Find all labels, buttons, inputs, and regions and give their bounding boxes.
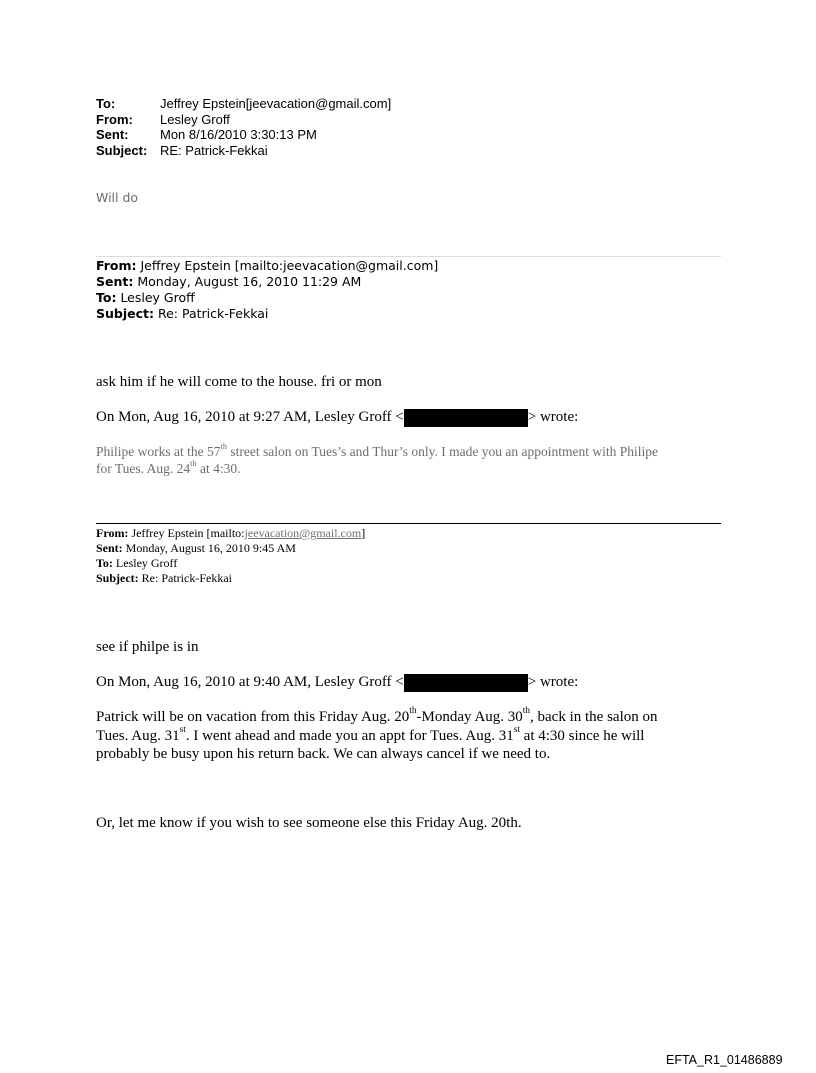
wrote-line (96, 408, 578, 427)
quoted-to-value: Lesley Groff (120, 290, 195, 305)
divider (96, 523, 721, 524)
superscript: th (409, 706, 417, 717)
paragraph-line (96, 745, 658, 764)
wrote-line (96, 673, 578, 692)
divider (96, 256, 721, 257)
quoted-from-row (96, 526, 365, 541)
quoted-from-value: Jeffrey Epstein [mailto:jeevacation@gmail.com] (140, 258, 439, 273)
wrote-prefix: On Mon, Aug 16, 2010 at 9:40 AM, Lesley Groff < (96, 674, 404, 690)
quoted-subject-value: Re: Patrick-Fekkai (141, 571, 232, 585)
sent-label: Sent: (96, 127, 129, 142)
message-text: Or, let me know if you wish to see someone else this Friday Aug. 20th. (96, 815, 522, 831)
wrote-suffix: > wrote: (527, 674, 579, 690)
wrote-prefix: On Mon, Aug 16, 2010 at 9:27 AM, Lesley Groff < (96, 409, 404, 425)
paragraph-line (96, 460, 658, 477)
email-header (96, 96, 391, 158)
text-run: at 4:30. (196, 461, 241, 476)
quoted-sent-label: Sent: (96, 274, 134, 289)
paragraph-line (96, 724, 658, 746)
quoted-sent-row (96, 274, 438, 290)
quoted-from-row (96, 258, 438, 274)
quoted-sent-value: Monday, August 16, 2010 9:45 AM (125, 541, 296, 555)
wrote-suffix: > wrote: (527, 409, 579, 425)
paragraph-line (96, 708, 658, 727)
document-id: EFTA_R1_01486889 (666, 1053, 783, 1067)
from-value: Lesley Groff (160, 111, 230, 127)
superscript: th (522, 706, 531, 717)
redaction-block (404, 674, 528, 692)
text-run: for Tues. Aug. 24 (96, 461, 191, 476)
quoted-to-row (96, 290, 438, 306)
quoted-to-label: To: (96, 556, 113, 570)
quoted-paragraph (96, 708, 658, 764)
quoted-from-label: From: (96, 526, 129, 540)
text-run: Tues. Aug. 31 (96, 727, 180, 744)
quoted-header-2 (96, 526, 365, 586)
quoted-from-suffix: ] (361, 526, 366, 540)
quoted-subject-row (96, 306, 438, 322)
text-run: . I went ahead and made you an appt for Tues. Aug. 31 (185, 727, 514, 744)
quoted-sent-label: Sent: (96, 541, 123, 555)
superscript: st (179, 724, 186, 735)
quoted-subject-value: Re: Patrick-Fekkai (157, 306, 269, 321)
paragraph-line (96, 443, 658, 460)
from-label: From: (96, 111, 133, 127)
text-run: street salon on Tues’s and Thur’s only. I made you an appointment with Philipe (227, 444, 658, 459)
header-subject-row (96, 143, 391, 159)
quoted-to-row (96, 556, 365, 571)
text-run: at 4:30 since he will (519, 727, 645, 744)
text-run: Philipe works at the 57 (96, 444, 221, 459)
header-from-row (96, 112, 391, 128)
quoted-sent-value: Monday, August 16, 2010 11:29 AM (137, 274, 362, 289)
quoted-from-label: From: (96, 258, 137, 273)
redaction-block (404, 409, 528, 427)
quoted-sent-row (96, 541, 365, 556)
subject-value: RE: Patrick-Fekkai (160, 142, 268, 158)
text-run: -Monday Aug. 30 (416, 709, 523, 725)
quoted-subject-label: Subject: (96, 571, 139, 585)
message-text: ask him if he will come to the house. fri or mon (96, 374, 382, 390)
text-run: probably be busy upon his return back. We can always cancel if we need to. (96, 746, 551, 762)
reply-body: Will do (96, 190, 139, 205)
quoted-header-1 (96, 258, 438, 322)
superscript: th (190, 458, 197, 468)
quoted-paragraph (96, 443, 658, 477)
text-run: Patrick will be on vacation from this Friday Aug. 20 (96, 709, 410, 725)
to-label: To: (96, 96, 116, 111)
quoted-from-prefix: Jeffrey Epstein [mailto: (131, 526, 245, 540)
email-link[interactable]: jeevacation@gmail.com (244, 526, 362, 540)
subject-label: Subject: (96, 142, 148, 158)
text-run: , back in the salon on (530, 709, 658, 725)
superscript: th (220, 441, 228, 451)
sent-value: Mon 8/16/2010 3:30:13 PM (160, 127, 317, 142)
quoted-subject-label: Subject: (96, 306, 154, 321)
quoted-to-label: To: (96, 290, 117, 305)
header-sent-row (96, 127, 391, 143)
superscript: st (513, 724, 520, 735)
header-to-row (96, 96, 391, 112)
message-text: see if philpe is in (96, 639, 199, 655)
to-value: Jeffrey Epstein[jeevacation@gmail.com] (160, 96, 392, 111)
quoted-to-value: Lesley Groff (115, 556, 178, 570)
quoted-subject-row (96, 571, 365, 586)
